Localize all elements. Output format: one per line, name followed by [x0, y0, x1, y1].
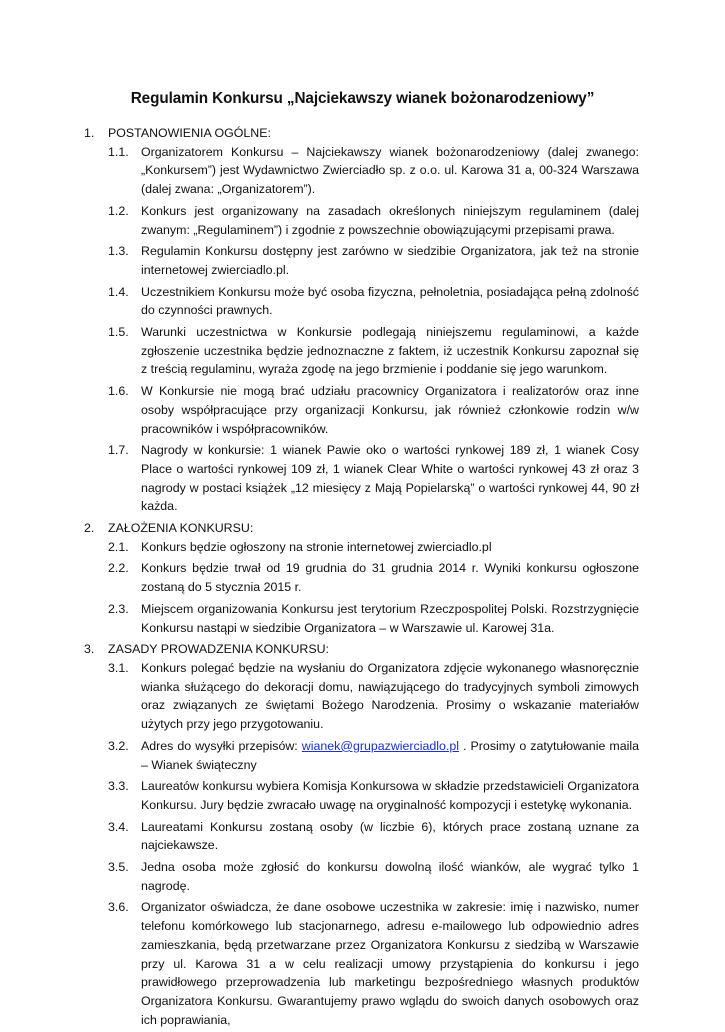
section-title: ZAŁOŻENIA KONKURSU: [108, 521, 254, 536]
item-text: Konkurs będzie trwał od 19 grudnia do 31 grudnia 2014 r. Wyniki konkursu ogłoszone zostaną do 5 stycznia 2015 r. [141, 561, 639, 595]
item-number: 3.2. [108, 738, 129, 753]
list-item [108, 898, 639, 1029]
item-number: 1.4. [108, 284, 129, 299]
item-text: Uczestnikiem Konkursu może być osoba fizyczna, pełnoletnia, posiadająca pełną zdolność do czynności prawnych. [141, 284, 639, 318]
section-number: 3. [84, 642, 95, 657]
item-text-after: . Prosimy o zatytułowanie maila – Wianek świąteczny [141, 738, 639, 772]
item-text: Konkurs jest organizowany na zasadach określonych niniejszym regulaminem (dalej zwanym: „Regulaminem”) i zgodnie z powszechnie obowiązującymi przepisami prawa. [141, 203, 639, 237]
list-item [108, 143, 639, 199]
list-item [108, 659, 639, 734]
list-item [108, 538, 639, 557]
section-2 [84, 519, 639, 637]
section-heading [84, 519, 639, 538]
list-item [108, 858, 639, 895]
item-text-before: Adres do wysyłki przepisów: [141, 738, 302, 753]
section-number: 2. [84, 521, 95, 536]
document-body [84, 124, 639, 1032]
item-text: Konkurs będzie ogłoszony na stronie internetowej zwierciadlo.pl [141, 539, 492, 554]
list-item [108, 559, 639, 596]
item-number: 2.1. [108, 539, 129, 554]
list-item [108, 737, 639, 774]
list-item [108, 202, 639, 239]
item-number: 2.2. [108, 561, 129, 576]
item-text: Organizator oświadcza, że dane osobowe uczestnika w zakresie: imię i nazwisko, numer telefonu komórkowego lub stacjonarnego, adresu e-mailowego lub odpowiednio adres zamieszkania, będą przetwarzane przez Organizatora Konkursu z siedzibą w Warszawie przy ul. Karowa 31 a w celu realizacji umowy przystąpienia do konkursu i jego prawidłowego przeprowadzenia lub marketingu bezpośredniego własnych produktów Organizatora Konkursu. Gwarantujemy prawo wglądu do swoich danych osobowych oraz ich poprawiania, [141, 900, 639, 1027]
list-item [108, 382, 639, 438]
section-heading [84, 124, 639, 143]
section-number: 1. [84, 126, 95, 140]
section-3 [84, 640, 639, 1029]
item-text: Regulamin Konkursu dostępny jest zarówno w siedzibie Organizatora, jak też na stronie internetowej zwierciadlo.pl. [141, 244, 639, 277]
item-number: 3.4. [108, 819, 129, 834]
item-number: 1.7. [108, 443, 129, 458]
list-item [108, 818, 639, 855]
item-text: Miejscem organizowania Konkursu jest terytorium Rzeczpospolitej Polski. Rozstrzygnięcie Konkursu nastąpi w siedzibie Organizatora – w Warszawie ul. Karowej 31a. [141, 601, 639, 635]
item-number: 1.3. [108, 244, 129, 259]
item-number: 1.5. [108, 325, 129, 340]
item-number: 1.6. [108, 384, 129, 399]
section-1 [84, 124, 639, 516]
item-number: 3.3. [108, 779, 129, 794]
item-number: 3.5. [108, 860, 129, 875]
item-number: 1.1. [108, 144, 129, 159]
email-link[interactable]: wianek@grupazwierciadlo.pl [301, 738, 460, 753]
item-number: 1.2. [108, 203, 129, 218]
item-text: Warunki uczestnictwa w Konkursie podlegają niniejszemu regulaminowi, a każde zgłoszenie uczestnika będzie jednoznaczne z faktem, iż uczestnik Konkursu zapoznał się z treścią regulaminu, wyraża zgodę na jego brzmienie i poddanie się jego warunkom. [141, 325, 639, 377]
section-title: ZASADY PROWADZENIA KONKURSU: [108, 642, 330, 657]
list-item [108, 323, 639, 379]
list-item [108, 283, 639, 320]
item-text: Laureatami Konkursu zostaną osoby (w liczbie 6), których prace zostaną uznane za najciekawsze. [141, 819, 639, 853]
item-text: W Konkursie nie mogą brać udziału pracownicy Organizatora i realizatorów oraz inne osoby współpracujące przy organizacji Konkursu, jak również członkowie rodzin w/w pracowników i współpracowników. [141, 384, 639, 436]
list-item [108, 777, 639, 814]
item-text: Jedna osoba może zgłosić do konkursu dowolną ilość wianków, ale wygrać tylko 1 nagrodę. [141, 860, 639, 893]
section-title: POSTANOWIENIA OGÓLNE: [108, 126, 271, 140]
list-item [108, 600, 639, 637]
item-number: 3.6. [108, 900, 129, 915]
list-item [108, 242, 639, 279]
item-text: Organizatorem Konkursu – Najciekawszy wianek bożonarodzeniowy (dalej zwanego: „Konkursem”) jest Wydawnictwo Zwierciadło sp. z o.o. ul. Karowa 31 a, 00-324 Warszawa (dalej zwana: „Organizatorem”). [141, 144, 639, 197]
list-item [108, 441, 639, 516]
item-number: 3.1. [108, 660, 129, 675]
item-text: Konkurs polegać będzie na wysłaniu do Organizatora zdjęcie wykonanego własnoręcznie wianka służącego do dekoracji domu, nawiązującego do tradycyjnych symboli zimowych oraz związanych ze świętami Bożego Narodzenia. Prosimy o wskazanie materiałów użytych przy jego przygotowaniu. [141, 660, 639, 732]
page-title: Regulamin Konkursu „Najciekawszy wianek bożonarodzeniowy” [130, 90, 595, 107]
section-heading [84, 640, 639, 659]
item-text: Laureatów konkursu wybiera Komisja Konkursowa w składzie przedstawicieli Organizatora Konkursu. Jury będzie zwracało uwagę na oryginalność kompozycji i estetykę wykonania. [141, 779, 639, 812]
item-text: Nagrody w konkursie: 1 wianek Pawie oko o wartości rynkowej 189 zł, 1 wianek Cosy Place o wartości rynkowej 109 zł, 1 wianek Clear White o wartości rynkowej 43 zł oraz 3 nagrody w postaci książek „12 miesięcy z Mają Popielarską” o wartości rynkowej 44, 90 zł każda. [141, 443, 639, 514]
item-number: 2.3. [108, 601, 129, 616]
